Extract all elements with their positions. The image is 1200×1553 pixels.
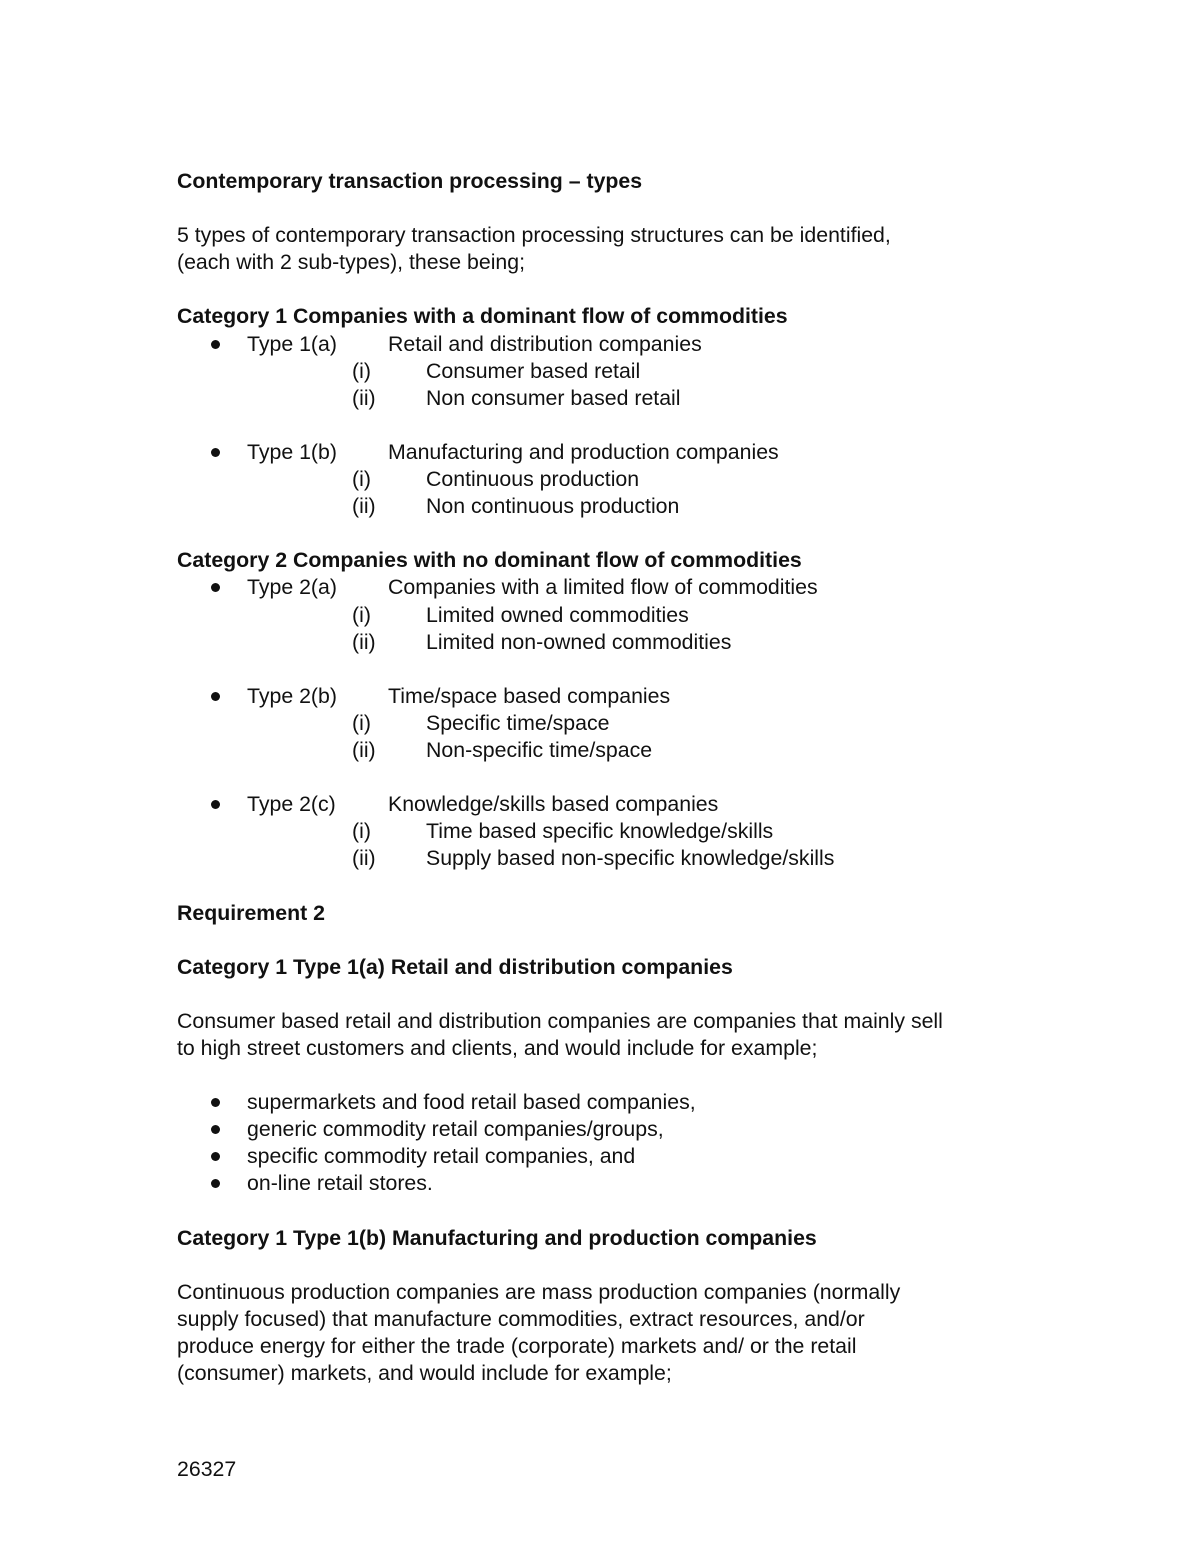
sub-type-item: [177, 818, 1077, 845]
intro-line-2: (each with 2 sub-types), these being;: [177, 250, 526, 275]
sub-type-number: (i): [352, 710, 371, 735]
sub-type-item: [177, 466, 1077, 493]
section-2-paragraph-line: produce energy for either the trade (corporate) markets and/ or the retail: [177, 1334, 857, 1359]
section-1-heading: Category 1 Type 1(a) Retail and distribution companies: [177, 954, 733, 979]
sub-type-number: (ii): [352, 385, 376, 410]
list-item: [177, 1143, 1077, 1170]
sub-type-item: [177, 385, 1077, 412]
page-number: 26327: [177, 1457, 237, 1481]
sub-type-description: Continuous production: [426, 467, 640, 492]
sub-type-number: (i): [352, 467, 371, 492]
list-item: [177, 1116, 1077, 1143]
sub-type-description: Supply based non-specific knowledge/skills: [426, 846, 835, 871]
section-2-paragraph-line: (consumer) markets, and would include for example;: [177, 1361, 672, 1386]
list-item-text: on-line retail stores.: [247, 1171, 433, 1196]
section-2-heading: Category 1 Type 1(b) Manufacturing and production companies: [177, 1225, 817, 1250]
bullet-icon: [211, 1098, 220, 1107]
sub-type-number: (ii): [352, 737, 376, 762]
section-2-paragraph-line: supply focused) that manufacture commodities, extract resources, and/or: [177, 1306, 865, 1331]
list-item: [177, 1170, 1077, 1197]
list-item-text: supermarkets and food retail based companies,: [247, 1090, 696, 1115]
type-label: Type 2(c): [247, 792, 336, 817]
sub-type-description: Non-specific time/space: [426, 737, 653, 762]
list-item: [177, 1089, 1077, 1116]
type-2b-item: [177, 683, 1077, 710]
type-2a-item: [177, 574, 1077, 601]
sub-type-item: [177, 358, 1077, 385]
type-label: Type 1(b): [247, 439, 337, 464]
sub-type-description: Limited owned commodities: [426, 602, 689, 627]
bullet-icon: [211, 340, 220, 349]
document-page: [177, 168, 1077, 1387]
type-1b-item: [177, 439, 1077, 466]
sub-type-number: (i): [352, 602, 371, 627]
bullet-icon: [211, 583, 220, 592]
document-title: Contemporary transaction processing – types: [177, 169, 643, 193]
sub-type-item: [177, 602, 1077, 629]
type-label: Type 2(a): [247, 575, 337, 600]
sub-type-number: (ii): [352, 629, 376, 654]
sub-type-item: [177, 629, 1077, 656]
sub-type-description: Consumer based retail: [426, 358, 641, 383]
type-label: Type 1(a): [247, 331, 337, 356]
section-2-paragraph-line: Continuous production companies are mass production companies (normally: [177, 1279, 901, 1304]
sub-type-number: (i): [352, 358, 371, 383]
type-2c-item: [177, 791, 1077, 818]
sub-type-description: Limited non-owned commodities: [426, 629, 732, 654]
list-item-text: generic commodity retail companies/groups,: [247, 1117, 664, 1142]
bullet-icon: [211, 800, 220, 809]
sub-type-number: (i): [352, 819, 371, 844]
type-description: Companies with a limited flow of commodities: [388, 575, 818, 600]
bullet-icon: [211, 692, 220, 701]
sub-type-item: [177, 710, 1077, 737]
sub-type-item: [177, 845, 1077, 872]
type-description: Knowledge/skills based companies: [388, 792, 719, 817]
list-item-text: specific commodity retail companies, and: [247, 1144, 636, 1169]
requirement-heading: Requirement 2: [177, 900, 325, 925]
bullet-icon: [211, 1152, 220, 1161]
sub-type-description: Non consumer based retail: [426, 385, 681, 410]
sub-type-number: (ii): [352, 494, 376, 519]
category-2-heading: Category 2 Companies with no dominant flow of commodities: [177, 548, 802, 573]
intro-line-1: 5 types of contemporary transaction processing structures can be identified,: [177, 223, 891, 248]
sub-type-description: Non continuous production: [426, 494, 680, 519]
sub-type-description: Specific time/space: [426, 710, 610, 735]
type-description: Manufacturing and production companies: [388, 439, 779, 464]
type-label: Type 2(b): [247, 683, 337, 708]
sub-type-item: [177, 493, 1077, 520]
bullet-icon: [211, 1125, 220, 1134]
section-1-paragraph-line: to high street customers and clients, and would include for example;: [177, 1036, 818, 1060]
category-1-heading: Category 1 Companies with a dominant flow of commodities: [177, 304, 788, 329]
sub-type-item: [177, 737, 1077, 764]
type-description: Time/space based companies: [388, 683, 671, 708]
bullet-icon: [211, 448, 220, 457]
type-1a-item: [177, 331, 1077, 358]
type-description: Retail and distribution companies: [388, 331, 702, 356]
bullet-icon: [211, 1179, 220, 1188]
section-1-paragraph-line: Consumer based retail and distribution companies are companies that mainly sell: [177, 1008, 943, 1033]
sub-type-description: Time based specific knowledge/skills: [426, 819, 774, 844]
sub-type-number: (ii): [352, 846, 376, 871]
